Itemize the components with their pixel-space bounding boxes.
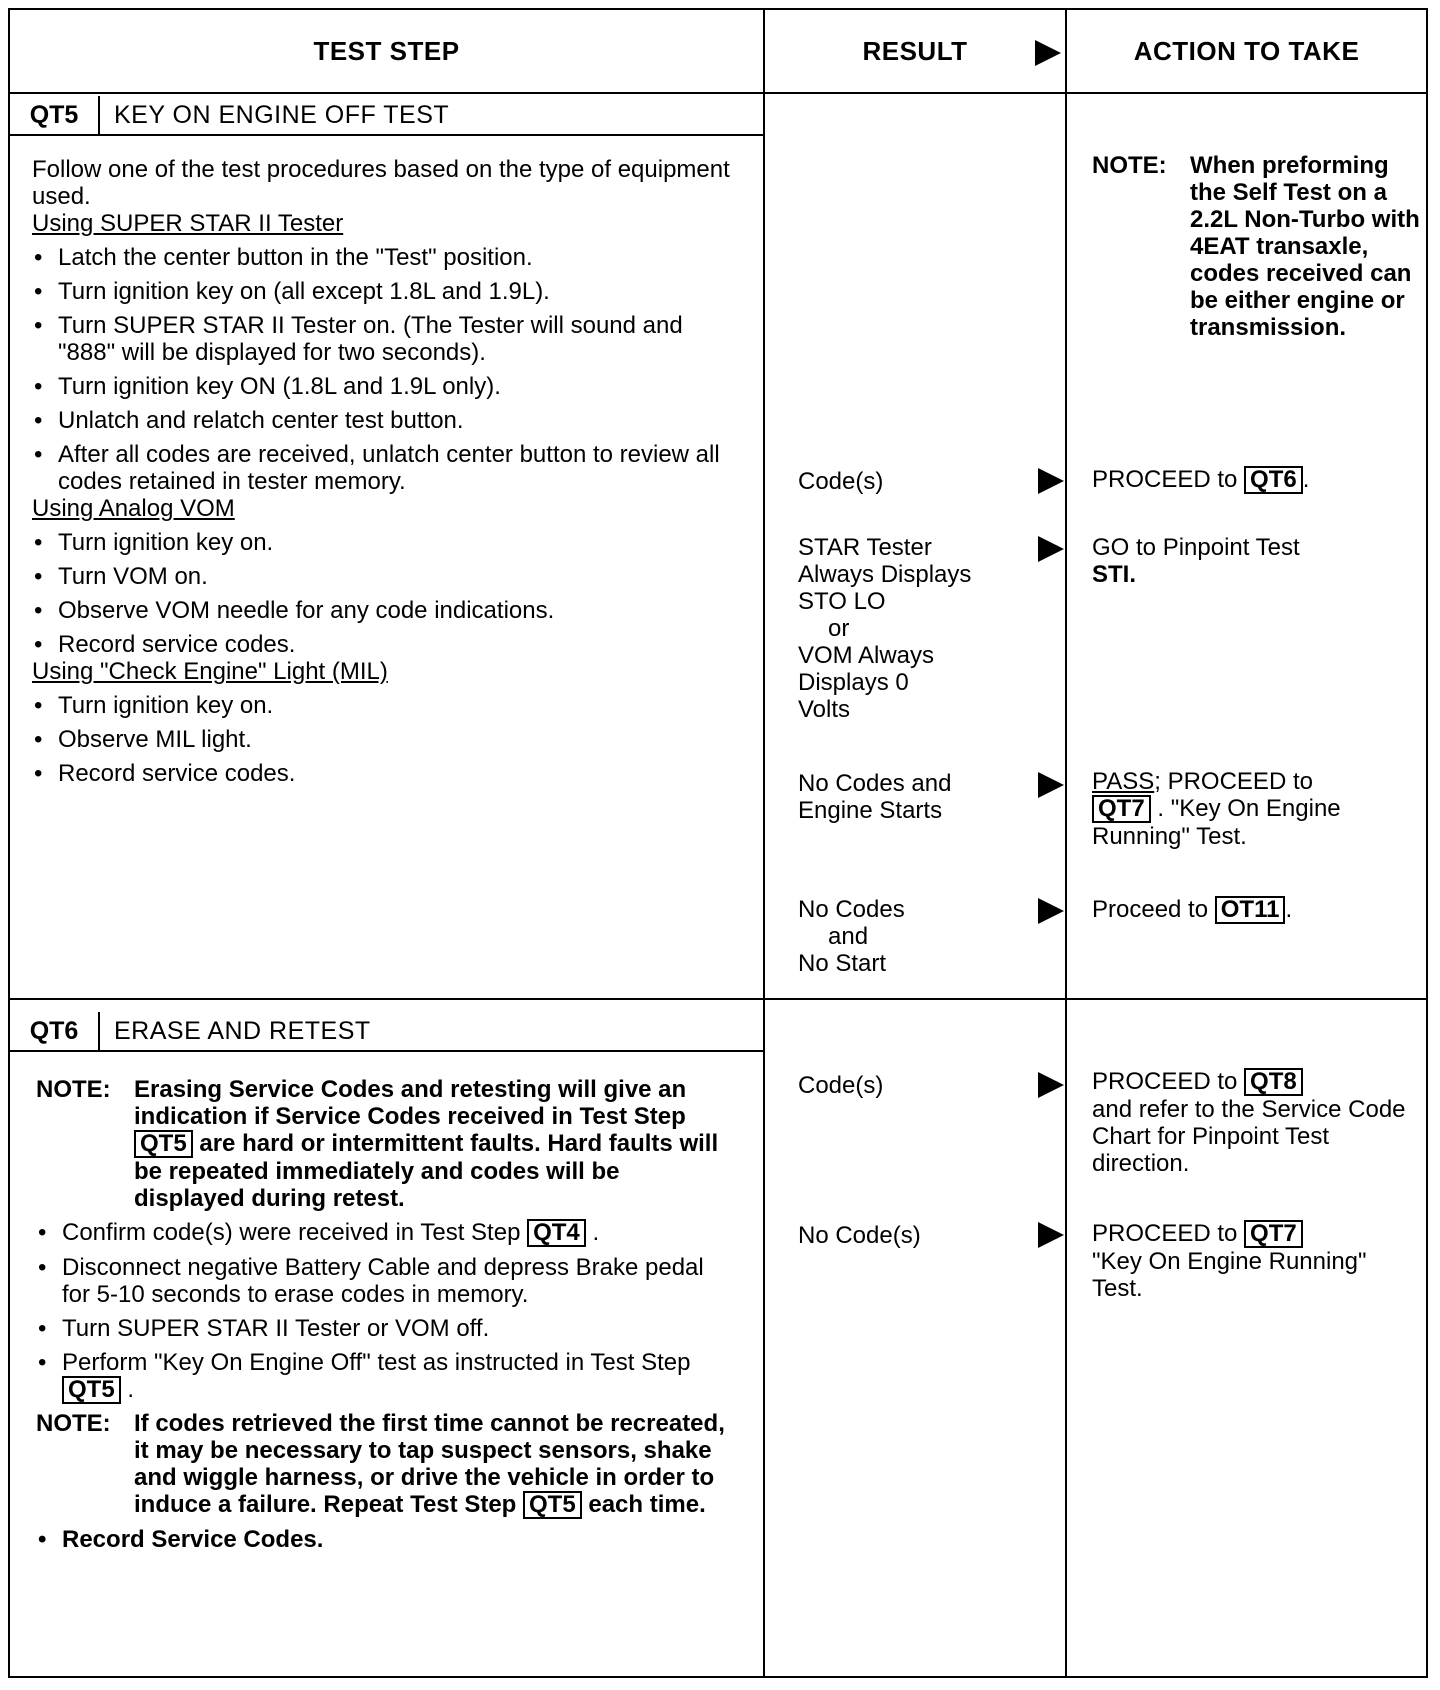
result-line: STO LO <box>798 588 886 615</box>
list-item: • Latch the center button in the "Test" position. <box>32 244 732 271</box>
result-text: Code(s) <box>798 1072 884 1099</box>
result-line: No Codes <box>798 896 905 923</box>
test-step-table <box>8 8 1428 1678</box>
note-block <box>36 1076 736 1212</box>
list-item <box>36 1219 736 1247</box>
arrow-right-icon <box>1038 772 1064 798</box>
column-divider-action <box>1065 94 1067 1676</box>
list-item: • Turn VOM on. <box>32 563 732 590</box>
action-label: GO to Pinpoint Test <box>1092 534 1300 561</box>
list-item: • Observe VOM needle for any code indications. <box>32 597 732 624</box>
action-label: PROCEED to <box>1092 466 1238 493</box>
step-ref-box: QT5 <box>62 1376 121 1404</box>
note-text <box>134 1076 736 1212</box>
procedure-list <box>32 244 732 495</box>
action-emphasis: STI. <box>1092 561 1137 588</box>
arrow-right-icon <box>1038 536 1064 562</box>
note-block <box>1092 152 1422 341</box>
step-ref-box: QT5 <box>523 1491 582 1519</box>
result-line: STAR Tester <box>798 534 932 561</box>
note-block <box>36 1410 736 1519</box>
step-body-qt5 <box>32 156 732 787</box>
arrow-right-icon <box>1038 1072 1064 1098</box>
list-item: • Record Service Codes. <box>36 1526 736 1553</box>
note-text <box>134 1410 736 1519</box>
step-body-qt6 <box>36 1070 736 1553</box>
result-text: No Code(s) <box>798 1222 921 1249</box>
action-label: Proceed to <box>1092 896 1209 923</box>
result-text: Code(s) <box>798 468 884 495</box>
list-item-text: Confirm code(s) were received in Test Step <box>62 1219 521 1246</box>
row-divider <box>10 998 1426 1000</box>
step-ref-box: QT4 <box>527 1219 586 1247</box>
result-line: and <box>828 923 869 950</box>
action-text <box>1092 768 1422 850</box>
action-text <box>1092 1220 1422 1302</box>
step-ref-box: QT5 <box>134 1130 193 1158</box>
action-pass: PASS <box>1092 768 1155 795</box>
action-label: PROCEED to <box>1092 1068 1238 1095</box>
procedure-list <box>36 1526 736 1553</box>
list-item: • Turn SUPER STAR II Tester on. (The Tester will sound and "888" will be displayed for two seconds). <box>32 312 732 366</box>
section-heading: Using SUPER STAR II Tester <box>32 210 344 237</box>
note-text-post: each time. <box>588 1491 706 1518</box>
note-text: When preforming the Self Test on a 2.2L Non-Turbo with 4EAT transaxle, codes received can be either engine or transmission. <box>1190 152 1420 341</box>
list-item: • After all codes are received, unlatch center button to review all codes retained in tester memory. <box>32 441 732 495</box>
result-line: Always Displays <box>798 561 972 588</box>
header-action <box>1065 10 1426 94</box>
result-text <box>798 534 1028 723</box>
step-header-qt6 <box>10 1012 763 1052</box>
list-item: • Turn ignition key on. <box>32 692 732 719</box>
arrow-right-icon <box>1038 898 1064 924</box>
procedure-list <box>32 529 732 658</box>
result-text <box>798 770 1028 824</box>
section-heading: Using "Check Engine" Light (MIL) <box>32 658 388 685</box>
result-line: No Start <box>798 950 887 977</box>
step-ref-box: QT6 <box>1244 466 1303 494</box>
action-suffix: "Key On Engine Running" Test. <box>1092 1248 1367 1302</box>
arrow-right-icon <box>1035 40 1061 66</box>
list-item <box>36 1349 736 1404</box>
action-suffix: . <box>1302 466 1310 493</box>
step-intro: Follow one of the test procedures based on the type of equipment used. <box>32 156 730 210</box>
list-item-text: Perform "Key On Engine Off" test as instructed in Test Step <box>62 1349 691 1376</box>
note-label: NOTE: <box>1092 152 1167 179</box>
list-item: • Turn ignition key on. <box>32 529 732 556</box>
action-text <box>1092 534 1422 588</box>
list-item-suffix: . <box>127 1376 135 1403</box>
list-item: • Unlatch and relatch center test button. <box>32 407 732 434</box>
action-label: PROCEED to <box>1092 1220 1238 1247</box>
arrow-right-icon <box>1038 1222 1064 1248</box>
result-line: or <box>828 615 850 642</box>
note-text-post: are hard or intermittent faults. Hard faults will be repeated immediately and codes will be displayed during retest. <box>134 1130 719 1212</box>
list-item <box>36 1315 736 1342</box>
result-text <box>798 896 1028 977</box>
note-label: NOTE: <box>36 1410 111 1437</box>
result-line: Volts <box>798 696 851 723</box>
action-suffix: and refer to the Service Code Chart for Pinpoint Test direction. <box>1092 1096 1406 1177</box>
note-text-pre: Erasing Service Codes and retesting will give an indication if Service Codes received in Test Step <box>134 1076 687 1130</box>
step-ref-box: QT7 <box>1092 795 1151 823</box>
result-line: No Codes and <box>798 770 952 797</box>
list-item: • Turn ignition key ON (1.8L and 1.9L only). <box>32 373 732 400</box>
header-result-label: RESULT <box>862 35 968 66</box>
list-item: • Record service codes. <box>32 760 732 787</box>
column-divider-result <box>763 94 765 1676</box>
result-line: Engine Starts <box>798 797 943 824</box>
procedure-list <box>36 1219 736 1404</box>
list-item-text: Disconnect negative Battery Cable and depress Brake pedal for 5-10 seconds to erase codes in memory. <box>62 1254 704 1308</box>
list-item: • Turn ignition key on (all except 1.8L and 1.9L). <box>32 278 732 305</box>
procedure-list <box>32 692 732 787</box>
step-ref-box: QT7 <box>1244 1220 1303 1248</box>
note-label: NOTE: <box>36 1076 111 1103</box>
step-ref-box: QT8 <box>1244 1068 1303 1096</box>
action-suffix: . "Key On Engine Running" Test. <box>1092 795 1341 850</box>
list-item-text: Turn SUPER STAR II Tester or VOM off. <box>62 1315 490 1342</box>
list-item <box>36 1254 736 1308</box>
arrow-right-icon <box>1038 468 1064 494</box>
note-text-pre: If codes retrieved the first time cannot be recreated, it may be necessary to tap suspect sensors, shake and wiggle harness, or drive the vehicle in order to induce a failure. Repeat Test Step <box>134 1410 725 1518</box>
action-text <box>1092 1068 1422 1177</box>
step-title: KEY ON ENGINE OFF TEST <box>114 100 450 129</box>
result-line: VOM Always <box>798 642 935 669</box>
action-note-qt5 <box>1092 152 1422 341</box>
result-line: Displays 0 <box>798 669 909 696</box>
section-heading: Using Analog VOM <box>32 495 235 522</box>
list-item-suffix: . <box>592 1219 600 1246</box>
header-result <box>763 10 1065 94</box>
list-item: • Record service codes. <box>32 631 732 658</box>
step-header-qt5 <box>10 96 763 136</box>
step-id: QT6 <box>10 1012 100 1050</box>
action-label: ; PROCEED to <box>1154 768 1313 795</box>
step-title: ERASE AND RETEST <box>114 1016 371 1045</box>
header-test-step-label: TEST STEP <box>313 35 460 66</box>
list-item: • Observe MIL light. <box>32 726 732 753</box>
step-id: QT5 <box>10 96 100 134</box>
action-text <box>1092 466 1422 494</box>
step-ref-box: OT11 <box>1215 896 1286 924</box>
action-text <box>1092 896 1422 924</box>
header-test-step <box>10 10 763 94</box>
header-action-label: ACTION TO TAKE <box>1133 35 1360 66</box>
action-suffix: . <box>1285 896 1293 923</box>
